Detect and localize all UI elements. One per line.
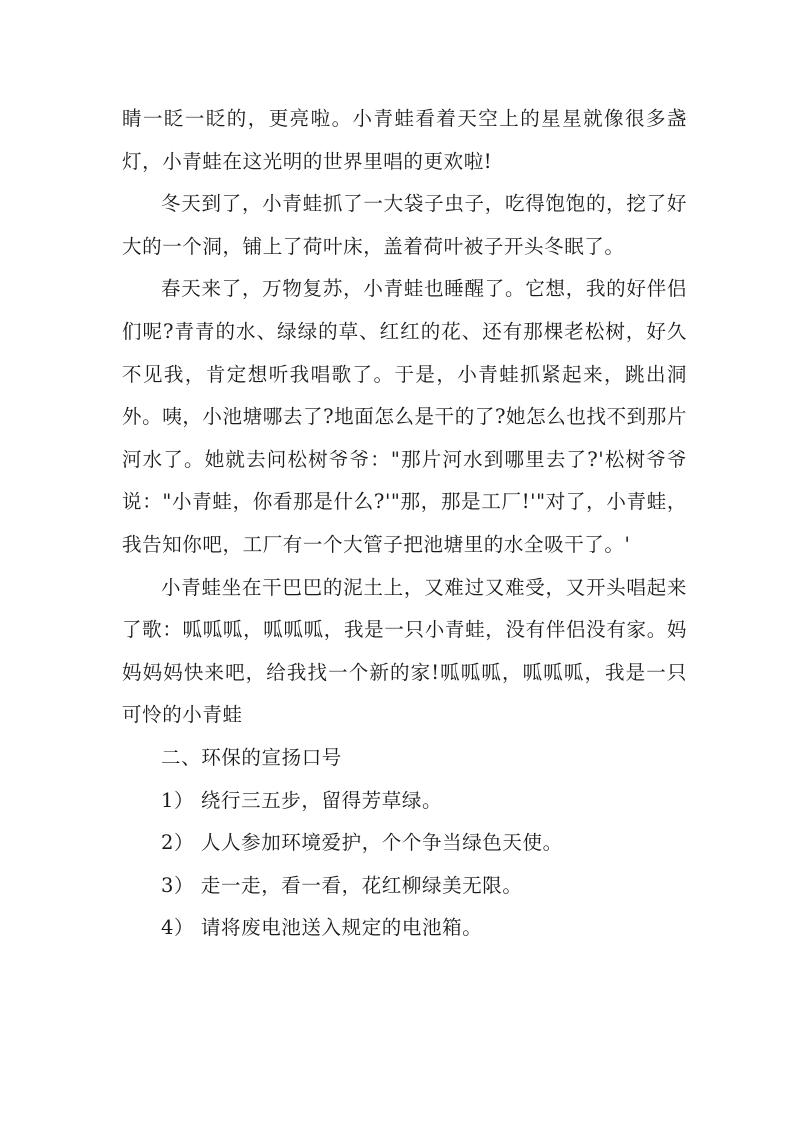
slogan-item-3: 3） 走一走，看一看，花红柳绿美无限。: [161, 873, 523, 897]
slogan-item-2: 2） 人人参加环境爱护，个个争当绿色天使。: [161, 831, 563, 855]
slogan-item-4: 4） 请将废电池送入规定的电池箱。: [161, 916, 483, 940]
paragraph-winter: 冬天到了，小青蛙抓了一大袋子虫子，吃得饱饱的，挖了好大的一个洞，铺上了荷叶床，盖着荷叶被子开头冬眠了。: [122, 192, 687, 258]
slogan-item-1: 1） 绕行三五步，留得芳草绿。: [161, 788, 443, 812]
paragraph-frog-song: 小青蛙坐在干巴巴的泥土上，又难过又难受，又开头唱起来了歌：呱呱呱，呱呱呱，我是一只小青蛙，没有伴侣没有家。妈妈妈妈快来吧，给我找一个新的家!呱呱呱，呱呱呱，我是一只可怜的小青蛙: [122, 575, 687, 727]
document-body: [122, 98, 687, 950]
paragraph-stars: 睛一眨一眨的，更亮啦。小青蛙看着天空上的星星就像很多盏灯，小青蛙在这光明的世界里唱的更欢啦!: [122, 107, 687, 173]
paragraph-spring: 春天来了，万物复苏，小青蛙也睡醒了。它想，我的好伴侣们呢?青青的水、绿绿的草、红红的花、还有那棵老松树，好久不见我，肯定想听我唱歌了。于是，小青蛙抓紧起来，跳出洞外。咦，小池塘哪去了?地面怎么是干的了?她怎么也找不到那片河水了。她就去问松树爷爷："那片河水到哪里去了?'松树爷爷说："小青蛙，你看那是什么?'"那，那是工厂!'"对了，小青蛙，我告知你吧，工厂有一个大管子把池塘里的水全吸干了。': [122, 277, 687, 556]
section-heading: 二、环保的宣扬口号: [161, 745, 342, 769]
